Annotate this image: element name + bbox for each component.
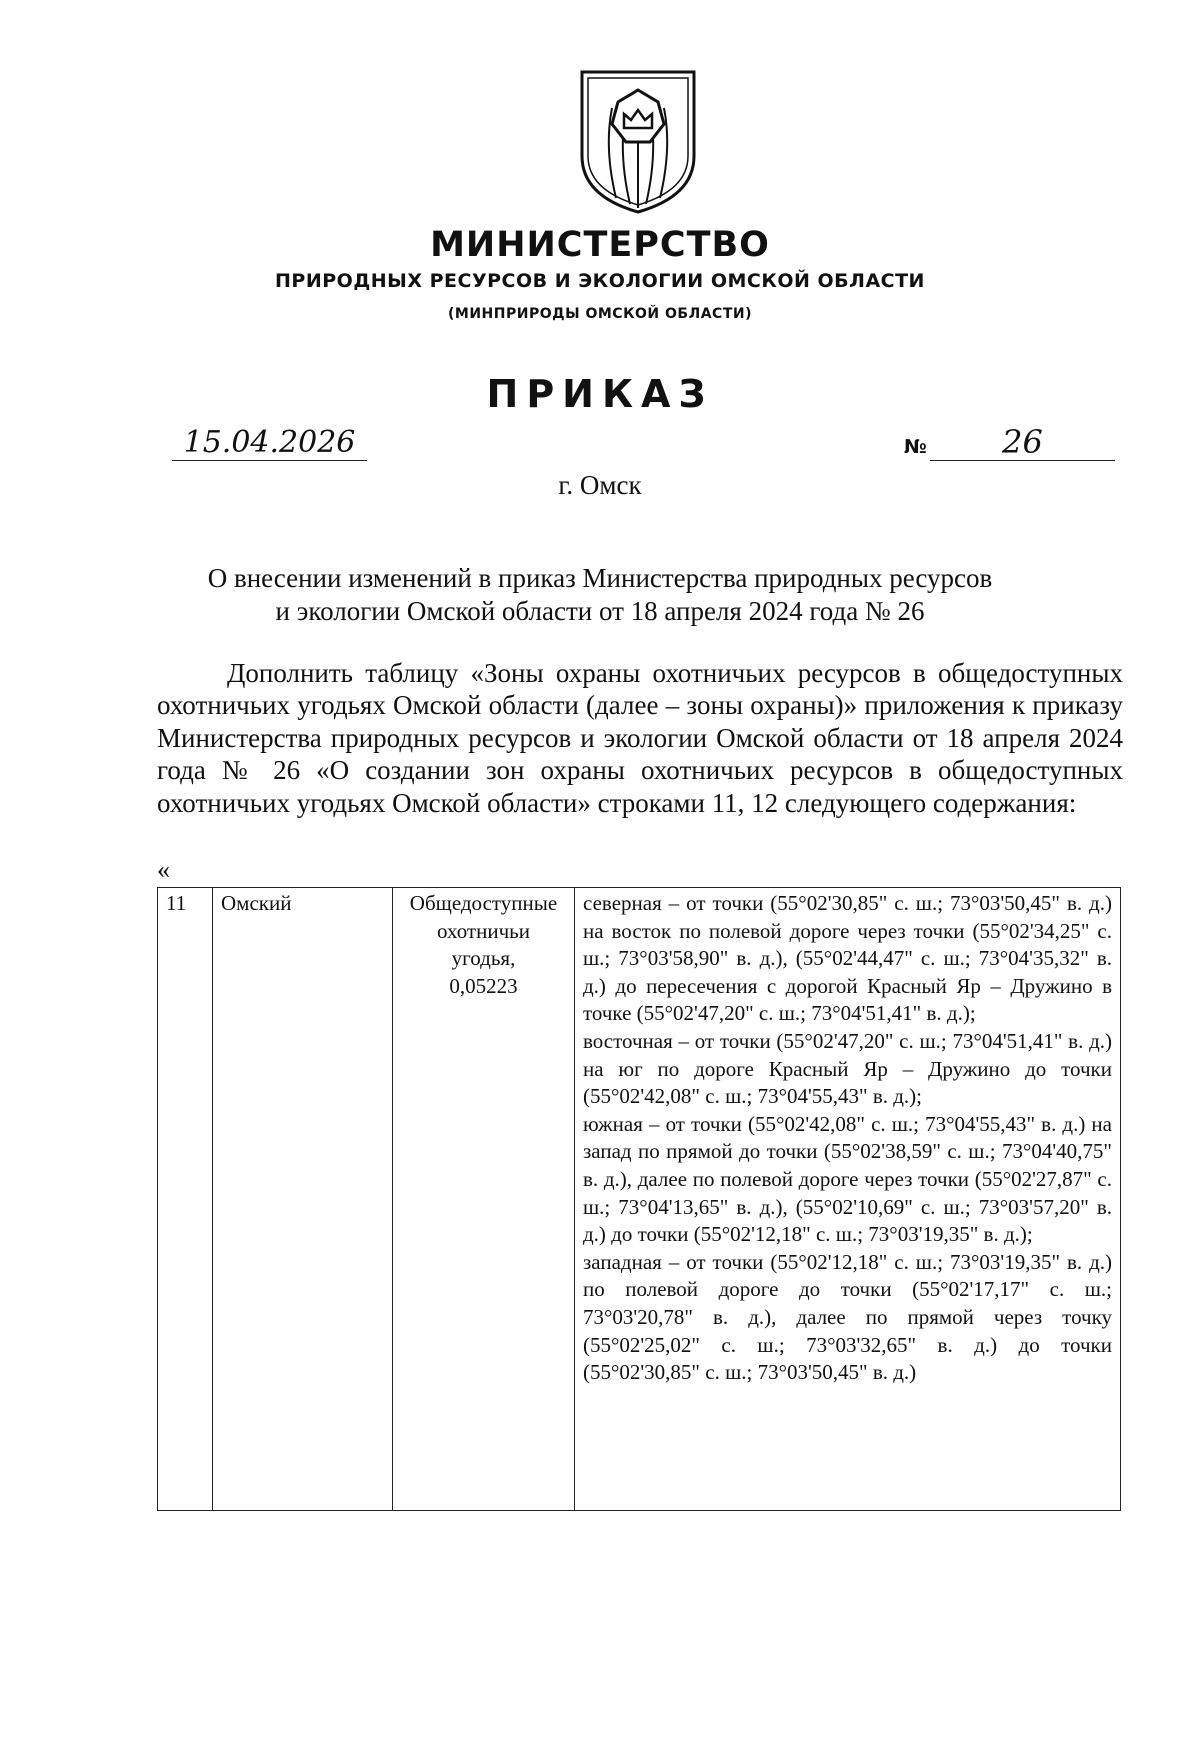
ministry-title: МИНИСТЕРСТВО — [430, 225, 770, 265]
zones-table — [157, 887, 1121, 1511]
row-district: Омский — [213, 888, 393, 1511]
land-type-line: угодья, — [451, 946, 516, 971]
omsk-oblast-coat-of-arms-icon — [578, 68, 698, 216]
boundary-south: южная – от точки (55°02'42,08" с. ш.; 73°04'55,43" в. д.) на запад по прямой до точки (55°02'38,59" с. ш.; 73°04'40,75" в. д.), далее по полевой дороге через точки (55°02'27,87" с. ш.; 73°04'13,65" в. д.), (55°02'10,69" с. ш.; 73°03'57,20" в. д.) до точки (55°02'12,18" с. ш.; 73°03'19,35" в. д.); — [583, 1111, 1112, 1247]
subject-line: и экологии Омской области от 18 апреля 2024 года № 26 — [275, 596, 925, 626]
land-type-line: охотничьи — [437, 918, 530, 943]
row-land-type — [393, 888, 575, 1511]
ministry-subtitle: ПРИРОДНЫХ РЕСУРСОВ И ЭКОЛОГИИ ОМСКОЙ ОБЛАСТИ — [275, 270, 925, 292]
order-number: 26 — [930, 424, 1115, 461]
order-subject — [160, 562, 1040, 628]
body-paragraph — [157, 657, 1123, 819]
subject-line: О внесении изменений в приказ Министерства природных ресурсов — [207, 563, 993, 593]
boundary-east: восточная – от точки (55°02'47,20" с. ш.; 73°04'51,41" в. д.) на юг по дороге Красный Яр – Дружино до точки (55°02'42,08" с. ш.; 73°04'55,43" в. д.); — [583, 1028, 1112, 1109]
boundary-north: северная – от точки (55°02'30,85" с. ш.; 73°03'50,45" в. д.) на восток по полевой дороге через точки (55°02'34,25" с. ш.; 73°03'58,90" в. д.), (55°02'44,47" с. ш.; 73°04'35,32" в. д.) до пересечения с дорогой Красный Яр – Дружино в точке (55°02'47,20" с. ш.; 73°04'51,41" в. д.); — [583, 891, 1112, 1026]
table-row — [158, 888, 1121, 1511]
order-number-label: № — [904, 436, 927, 458]
land-type-area: 0,05223 — [449, 973, 518, 998]
land-type-line: Общедоступные — [409, 891, 558, 915]
order-date: 15.04.2026 — [172, 426, 367, 461]
ministry-short-name: (МИНПРИРОДЫ ОМСКОЙ ОБЛАСТИ) — [448, 306, 752, 322]
row-number: 11 — [158, 888, 213, 1511]
open-quote: « — [157, 855, 170, 884]
body-paragraph-text: Дополнить таблицу «Зоны охраны охотничьих ресурсов в общедоступных охотничьих угодьях Омской области (далее – зоны охраны)» приложения к приказу Министерства природных ресурсов и экологии Омской области от 18 апреля 2024 года № 26 «О создании зон охраны охотничьих ресурсов в общедоступных охотничьих угодьях Омской области» строками 11, 12 следующего содержания: — [157, 658, 1123, 818]
document-type: ПРИКАЗ — [486, 372, 714, 416]
boundary-west: западная – от точки (55°02'12,18" с. ш.; 73°03'19,35" в. д.) по полевой дороге до точки (55°02'17,17" с. ш.; 73°03'20,78" в. д.), далее по прямой через точку (55°02'25,02" с. ш.; 73°03'32,65" в. д.) до точки (55°02'30,85" с. ш.; 73°03'50,45" в. д.) — [583, 1249, 1112, 1385]
order-city: г. Омск — [558, 470, 642, 500]
row-boundary-description — [575, 888, 1121, 1511]
